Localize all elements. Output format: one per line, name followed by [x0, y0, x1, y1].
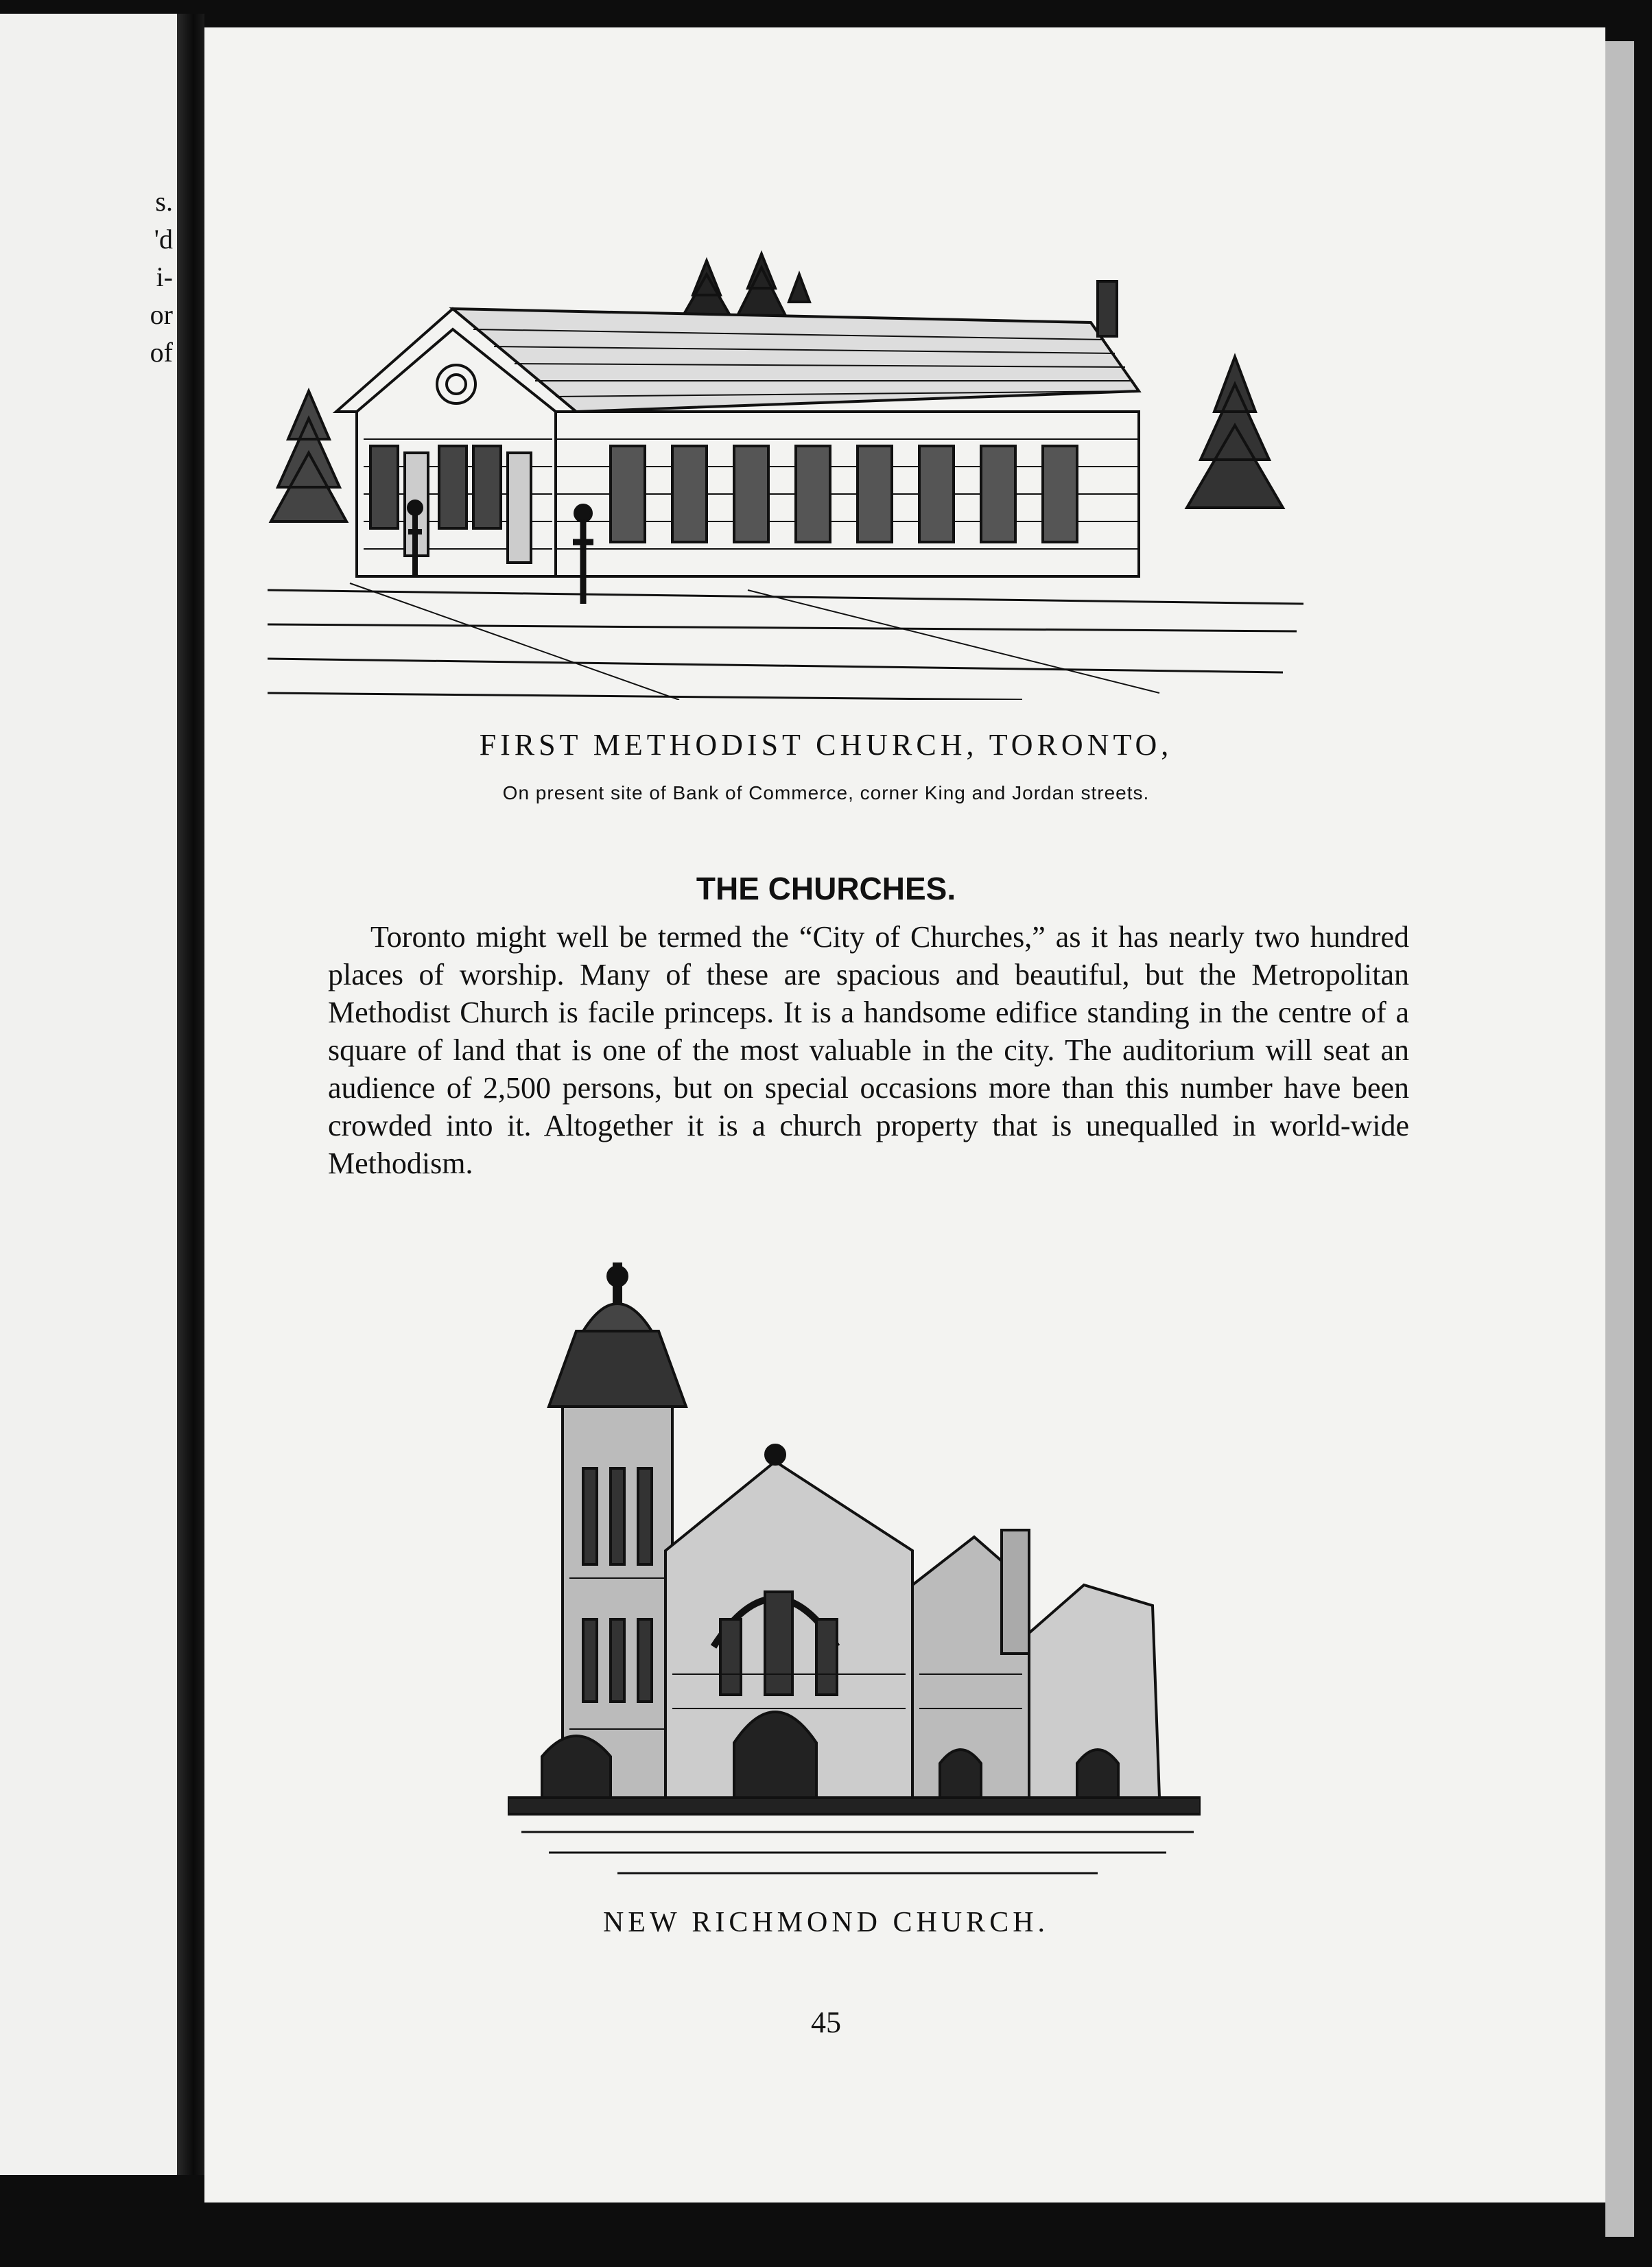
section-heading: THE CHURCHES. — [696, 871, 956, 906]
left-page-fragment: or — [150, 299, 173, 330]
left-page-fragment: of — [150, 337, 173, 368]
body-paragraph: Toronto might well be termed the “City of Churches,” as it has nearly two hundred places of worship. Many of these are spacious and beautiful, but the Metropolitan Methodist Church is facile princeps. It is a handsome edifice standing in the centre of a square of land that is one of the most valuable in the city. The auditorium will seat an audience of 2,500 persons, but on special occasions more than this number have been crowded into it. Altogether it is a church property that is unequalled in world-wide Methodism. — [328, 920, 1409, 1180]
figure-caption: FIRST METHODIST CHURCH, TORONTO, — [479, 728, 1173, 762]
figure-caption: NEW RICHMOND CHURCH. — [602, 1907, 1050, 1938]
book-gutter — [177, 14, 204, 2175]
left-page-edge — [0, 14, 177, 2175]
left-page-fragment: 'd — [154, 224, 173, 255]
new-richmond-church-illustration — [508, 1262, 1201, 1880]
left-page-fragment: i- — [156, 261, 173, 292]
figure-subcaption: On present site of Bank of Commerce, corner King and Jordan streets. — [502, 782, 1150, 803]
page-number: 45 — [811, 2006, 841, 2039]
left-page-fragment: s. — [155, 186, 173, 217]
first-methodist-church-illustration — [268, 220, 1303, 700]
